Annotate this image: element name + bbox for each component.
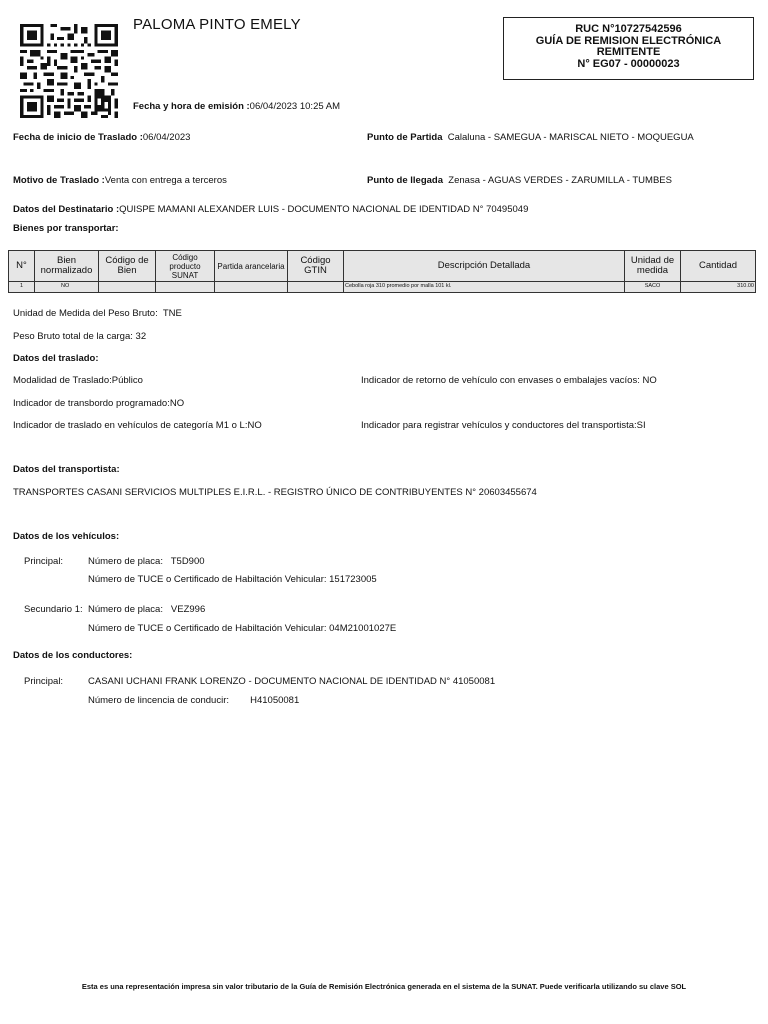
start-date [13, 132, 190, 143]
ruc-number: RUC N°10727542596 [575, 23, 682, 35]
dest-label: Punto de llegada [367, 175, 444, 186]
weight-unit [13, 308, 182, 319]
driver-principal-value: CASANI UCHANI FRANK LORENZO - DOCUMENTO NACIONAL DE IDENTIDAD N° 41050081 [88, 676, 496, 687]
col-header-unit: Unidad de medida [625, 251, 681, 282]
reason-label: Motivo de Traslado : [13, 175, 105, 186]
vehicles-title: Datos de los vehículos: [13, 531, 120, 542]
carrier-title: Datos del transportista: [13, 464, 120, 475]
destination-point [367, 175, 672, 186]
cell-gtin [288, 282, 344, 293]
gross-weight [13, 331, 146, 342]
license-value: H41050081 [250, 695, 300, 706]
origin-label: Punto de Partida [367, 132, 443, 143]
emission-value: 06/04/2023 10:25 AM [249, 101, 340, 112]
plate-label: Número de placa: [88, 604, 163, 615]
transfer-modality: Modalidad de Traslado:Público [13, 375, 143, 386]
vehicle-principal-plate [88, 556, 205, 567]
driver-license [88, 695, 299, 706]
cell-unit: SACO [625, 282, 681, 293]
footer-disclaimer: Esta es una representación impresa sin valor tributario de la Guía de Remisión Electrónica generada en el sistema de la SUNAT. Puede verificarla utilizando su clave SOL [81, 982, 687, 991]
issuer-name: PALOMA PINTO EMELY [133, 16, 301, 33]
reason-value: Venta con entrega a terceros [104, 175, 227, 186]
cell-item-code [99, 282, 156, 293]
document-type: GUÍA DE REMISION ELECTRÓNICA [535, 34, 722, 47]
drivers-title: Datos de los conductores: [13, 650, 133, 661]
vehicle-secondary-plate [88, 604, 205, 615]
plate-value: T5D900 [170, 556, 205, 567]
goods-header-row [9, 251, 756, 282]
qr-code [20, 24, 118, 118]
carrier-value: TRANSPORTES CASANI SERVICIOS MULTIPLES E.I.R.L. - REGISTRO ÚNICO DE CONTRIBUYENTES N° 20603455674 [13, 487, 537, 498]
cell-quantity: 310.00 [681, 282, 756, 293]
document-subtype: REMITENTE [596, 46, 661, 58]
goods-title: Bienes por transportar: [13, 223, 119, 234]
recipient [13, 204, 528, 215]
document-number: N° EG07 - 00000023 [577, 57, 680, 70]
weight-unit-label: Unidad de Medida del Peso Bruto: [13, 308, 158, 319]
document-id-box [503, 17, 754, 80]
col-header-normalized: Bien normalizado [35, 251, 99, 282]
cell-tariff [215, 282, 288, 293]
vehicle-principal-tuce: Número de TUCE o Certificado de Habiltación Vehicular: 151723005 [88, 574, 377, 585]
transfer-reason [13, 175, 227, 186]
col-header-number: N° [9, 251, 35, 282]
weight-unit-value: TNE [162, 308, 182, 319]
start-label: Fecha de inicio de Traslado : [13, 132, 143, 143]
recipient-label: Datos del Destinatario : [13, 204, 120, 215]
cell-number: 1 [9, 282, 35, 293]
cell-description: Cebolla roja 310 promedio por malla 101 kl. [344, 282, 625, 293]
return-indicator: Indicador de retorno de vehículo con envases o embalajes vacíos: NO [361, 375, 657, 386]
col-header-tariff: Partida arancelaria [215, 251, 288, 282]
emission-label: Fecha y hora de emisión : [133, 101, 250, 112]
goods-table [8, 250, 756, 293]
transshipment-indicator: Indicador de transbordo programado:NO [13, 398, 185, 409]
col-header-gtin: Código GTIN [288, 251, 344, 282]
recipient-value: QUISPE MAMANI ALEXANDER LUIS - DOCUMENTO NACIONAL DE IDENTIDAD N° 70495049 [119, 204, 529, 215]
vehicle-secondary-tuce: Número de TUCE o Certificado de Habiltación Vehicular: 04M21001027E [88, 623, 397, 634]
start-value: 06/04/2023 [142, 132, 191, 143]
col-header-item-code: Código de Bien [99, 251, 156, 282]
col-header-quantity: Cantidad [681, 251, 756, 282]
register-indicator: Indicador para registrar vehículos y conductores del transportista:SI [361, 420, 646, 431]
plate-value: VEZ996 [170, 604, 206, 615]
origin-value: Calaluna - SAMEGUA - MARISCAL NIETO - MOQUEGUA [447, 132, 694, 143]
gross-weight-value: 32 [135, 331, 147, 342]
driver-principal-label: Principal: [24, 676, 64, 687]
transport-title: Datos del traslado: [13, 353, 99, 364]
origin-point [367, 132, 694, 143]
license-label: Número de lincencia de conducir: [88, 695, 229, 706]
plate-label: Número de placa: [88, 556, 163, 567]
cell-normalized: NO [35, 282, 99, 293]
gross-weight-label: Peso Bruto total de la carga: [13, 331, 133, 342]
m1l-indicator: Indicador de traslado en vehículos de categoría M1 o L:NO [13, 420, 262, 431]
col-header-description: Descripción Detallada [344, 251, 625, 282]
table-row [9, 282, 756, 293]
col-header-sunat-code: Código producto SUNAT [156, 251, 215, 282]
vehicle-principal-label: Principal: [24, 556, 64, 567]
vehicle-secondary-label: Secundario 1: [24, 604, 83, 615]
dest-value: Zenasa - AGUAS VERDES - ZARUMILLA - TUMBES [448, 175, 672, 186]
emission-date [133, 101, 340, 112]
cell-sunat-code [156, 282, 215, 293]
